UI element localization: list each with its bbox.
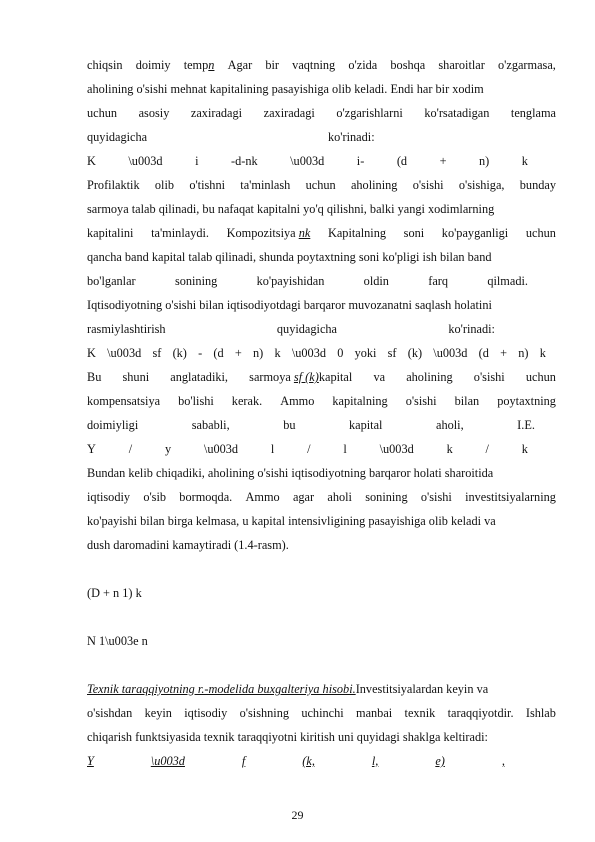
word: uchun [87,106,118,120]
word: manbai [356,706,393,720]
word: sharoitlar [438,58,485,72]
word: ta'minlaydi. [151,226,209,240]
word: ko'rinadi: [448,322,495,336]
word: l [270,442,275,456]
word: investitsiyalarning [465,490,556,504]
word: agar [292,490,315,504]
word: keyin [144,706,172,720]
word: 0 [337,346,344,360]
word: sababli, [191,418,230,432]
word: bir [265,58,280,72]
word: sf [387,346,397,360]
text-line [87,369,556,385]
formula-line: (D + n 1) k [87,586,142,600]
word: l [343,442,347,456]
inline-link[interactable]: sf (k) [293,370,319,384]
word: taraqqiyotdir. [447,706,514,720]
text-line [87,57,556,73]
word: Investitsiyalardan keyin va [355,682,489,696]
word: (k) [172,346,187,360]
word: o'zgarmasa, [498,58,556,72]
word: kapitalini [87,226,134,240]
word: Y [87,754,94,768]
text-line [87,105,556,121]
word: \u003d [379,442,414,456]
word: / [307,442,311,456]
text-line [87,489,556,505]
formula-line [87,153,528,169]
word: sonining [174,274,218,288]
word: + [234,346,242,360]
word: bo'lganlar [87,274,136,288]
word: ko'rinadi: [328,130,375,144]
word: kompensatsiya [87,394,161,408]
word: k [521,442,528,456]
word: k [446,442,453,456]
word: f [241,754,246,768]
text-line: Bundan kelib chiqadiki, aholining o'sishi iqtisodiyotning barqaror holati sharoitida [87,466,494,480]
word: / [485,442,489,456]
word: doimiy [135,58,171,72]
formula-line: N 1\u003e n [87,634,148,648]
word: (d [213,346,224,360]
word: e) [435,754,445,768]
word: -d-nk [230,154,258,168]
word: Ammo [280,394,315,408]
text-line [87,177,556,193]
word: aholining [406,370,453,384]
word: aholi, [435,418,464,432]
word: ko'rsatadigan [424,106,490,120]
word: l, [371,754,379,768]
word: asosiy [138,106,170,120]
word: + [439,154,447,168]
word: n) [253,346,264,360]
word: ta'minlash [240,178,291,192]
word: - [198,346,203,360]
word: tenglama [510,106,556,120]
word: bo'lishi [178,394,214,408]
word: I.E. [517,418,535,432]
text-line: dush daromadini kamaytiradi (1.4-rasm). [87,538,289,552]
word: k [274,346,281,360]
word: Ishlab [525,706,556,720]
word: iqtisodiy [184,706,228,720]
word: o'sishdan [87,706,133,720]
word: k [539,346,546,360]
text-line [87,417,535,433]
word: yoki [354,346,377,360]
word: o'sib [143,490,167,504]
word: iqtisodiy [87,490,131,504]
word: aholi [327,490,352,504]
word: quyidagicha [276,322,338,336]
word: uchun [305,178,336,192]
text-line [87,705,556,721]
word: ko'payganligi [441,226,509,240]
word: Kapitalning [327,226,387,240]
word: o'sishi [405,394,437,408]
word: n) [518,346,529,360]
text-line [87,129,556,145]
word: bilan [454,394,480,408]
word: texnik [404,706,436,720]
word: uchun [525,370,556,384]
formula-link-line[interactable] [87,753,505,769]
word: bunday [519,178,556,192]
word: o'zida [348,58,378,72]
word: aholining [350,178,398,192]
word: qilmadi. [487,274,528,288]
word: K [87,154,96,168]
section-heading-link[interactable]: Texnik taraqqiyotning r.-modelida buxgalteriya hisobi. [87,682,356,696]
word: sf [152,346,162,360]
word: doimiyligi [87,418,139,432]
word: (d [396,154,408,168]
page-number: 29 [291,808,304,822]
text-line: Iqtisodiyotning o'sishi bilan iqtisodiyotdagi barqaror muvozanatni saqlash holatini [87,298,492,312]
word: i [195,154,199,168]
word: Agar [227,58,253,72]
word: poytaxtning [497,394,556,408]
word: k [521,154,528,168]
word: sarmoya [249,370,291,384]
word: Kompozitsiya [226,226,296,240]
word: kerak. [231,394,263,408]
word: uchinchi [301,706,344,720]
word: o'sishi [412,178,444,192]
word: i- [356,154,365,168]
text-line: sarmoya talab qilinadi, bu nafaqat kapitalni yo'q qilishni, balki yangi xodimlarning [87,202,495,216]
word: quyidagicha [87,130,148,144]
word: o'sishning [239,706,289,720]
word: / [128,442,133,456]
word: Profilaktik [87,178,140,192]
word: vaqtning [292,58,336,72]
word: sonining [365,490,408,504]
formula-line [87,345,546,361]
word: Bu [87,370,102,384]
word: ko'payishidan [256,274,325,288]
word: \u003d [107,346,142,360]
word: y [164,442,172,456]
word: Ammo [245,490,280,504]
text-line [87,681,556,697]
word: + [500,346,508,360]
word: n) [479,154,490,168]
word: , [501,754,505,768]
word: rasmiylashtirish [87,322,166,336]
word: zaxiradagi [263,106,315,120]
word: uchun [525,226,556,240]
word: \u003d [290,154,325,168]
word: Y [87,442,96,456]
word: anglatadiki, [170,370,229,384]
inline-link[interactable]: nk [298,226,311,240]
word: o'zgarishlarni [336,106,403,120]
word: (k, [302,754,315,768]
word: (k) [407,346,423,360]
word: K [87,346,96,360]
word: boshqa [390,58,426,72]
word: o'tishni [189,178,226,192]
word: temp [183,58,209,72]
word: olib [154,178,175,192]
text-line: aholining o'sishi mehnat kapitalining pasayishiga olib keladi. Endi har bir xodim [87,82,484,96]
word: o'sishi [420,490,452,504]
text-line [87,321,495,337]
word: kapitalning [332,394,388,408]
word: va [373,370,386,384]
word: shuni [122,370,150,384]
word: soni [403,226,425,240]
word: kapital [318,370,353,384]
text-line [87,225,556,241]
text-line: chiqarish funktsiyasida texnik taraqqiyotni kiritish uni quyidagi shaklga keltiradi: [87,730,488,744]
word: o'sishi [473,370,505,384]
word: o'sishiga, [458,178,505,192]
word: farq [428,274,449,288]
text-line [87,393,556,409]
word: \u003d [203,442,239,456]
word: zaxiradagi [190,106,243,120]
word: \u003d [291,346,326,360]
formula-line [87,441,528,457]
inline-link[interactable]: n [208,58,215,72]
word: \u003d [433,346,468,360]
word: kapital [349,418,383,432]
text-line [87,273,528,289]
word: chiqsin [87,58,123,72]
word: (d [478,346,489,360]
word: oldin [363,274,389,288]
text-line: qancha band kapital talab qilinadi, shunda poytaxtning soni ko'pligi ish bilan band [87,250,492,264]
word: bu [283,418,296,432]
word: \u003d [128,154,163,168]
word: bormoqda. [179,490,233,504]
word: \u003d [150,754,185,768]
text-line: ko'payishi bilan birga kelmasa, u kapital intensivligining pasayishiga olib keladi va [87,514,496,528]
